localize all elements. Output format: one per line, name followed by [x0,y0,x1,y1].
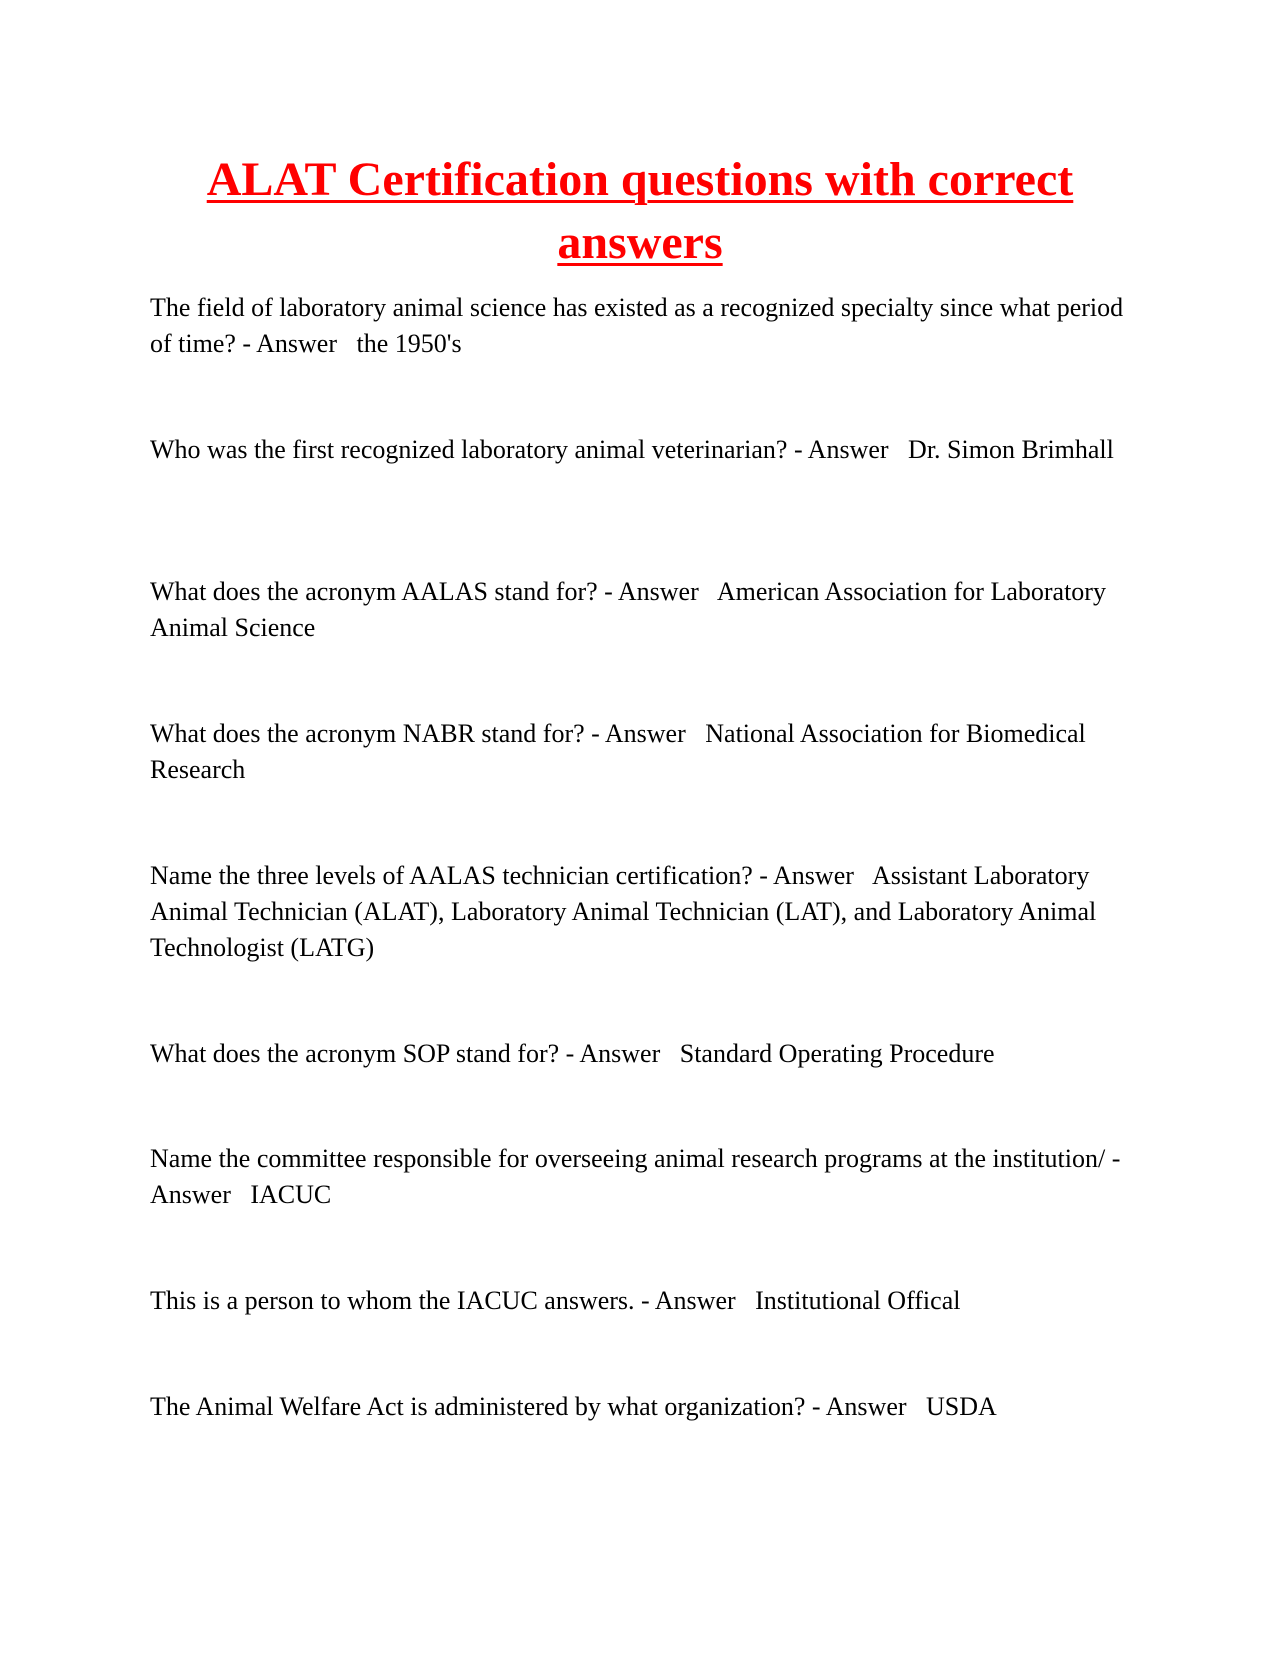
qa-item: This is a person to whom the IACUC answers. - Answer Institutional Offical [150,1286,961,1315]
qa-item: What does the acronym NABR stand for? - Answer National Association for Biomedical Research [150,719,1093,784]
qa-item: What does the acronym SOP stand for? - Answer Standard Operating Procedure [150,1039,995,1068]
qa-item: What does the acronym AALAS stand for? - Answer American Association for Laboratory Animal Science [150,577,1112,642]
qa-item: Who was the first recognized laboratory animal veterinarian? - Answer Dr. Simon Brimhall [150,435,1114,464]
qa-item: The Animal Welfare Act is administered by what organization? - Answer USDA [150,1392,997,1421]
qa-item: Name the committee responsible for overseeing animal research programs at the institution/ - Answer IACUC [150,1144,1126,1209]
page-title: ALAT Certification questions with correct answers [206,153,1074,269]
qa-item: The field of laboratory animal science has existed as a recognized specialty since what period of time? - Answer the 1950's [150,293,1130,358]
qa-item: Name the three levels of AALAS technician certification? - Answer Assistant Laboratory Animal Technician (ALAT), Laboratory Animal Technician (LAT), and Laboratory Animal Technologist (LATG) [150,861,1103,962]
